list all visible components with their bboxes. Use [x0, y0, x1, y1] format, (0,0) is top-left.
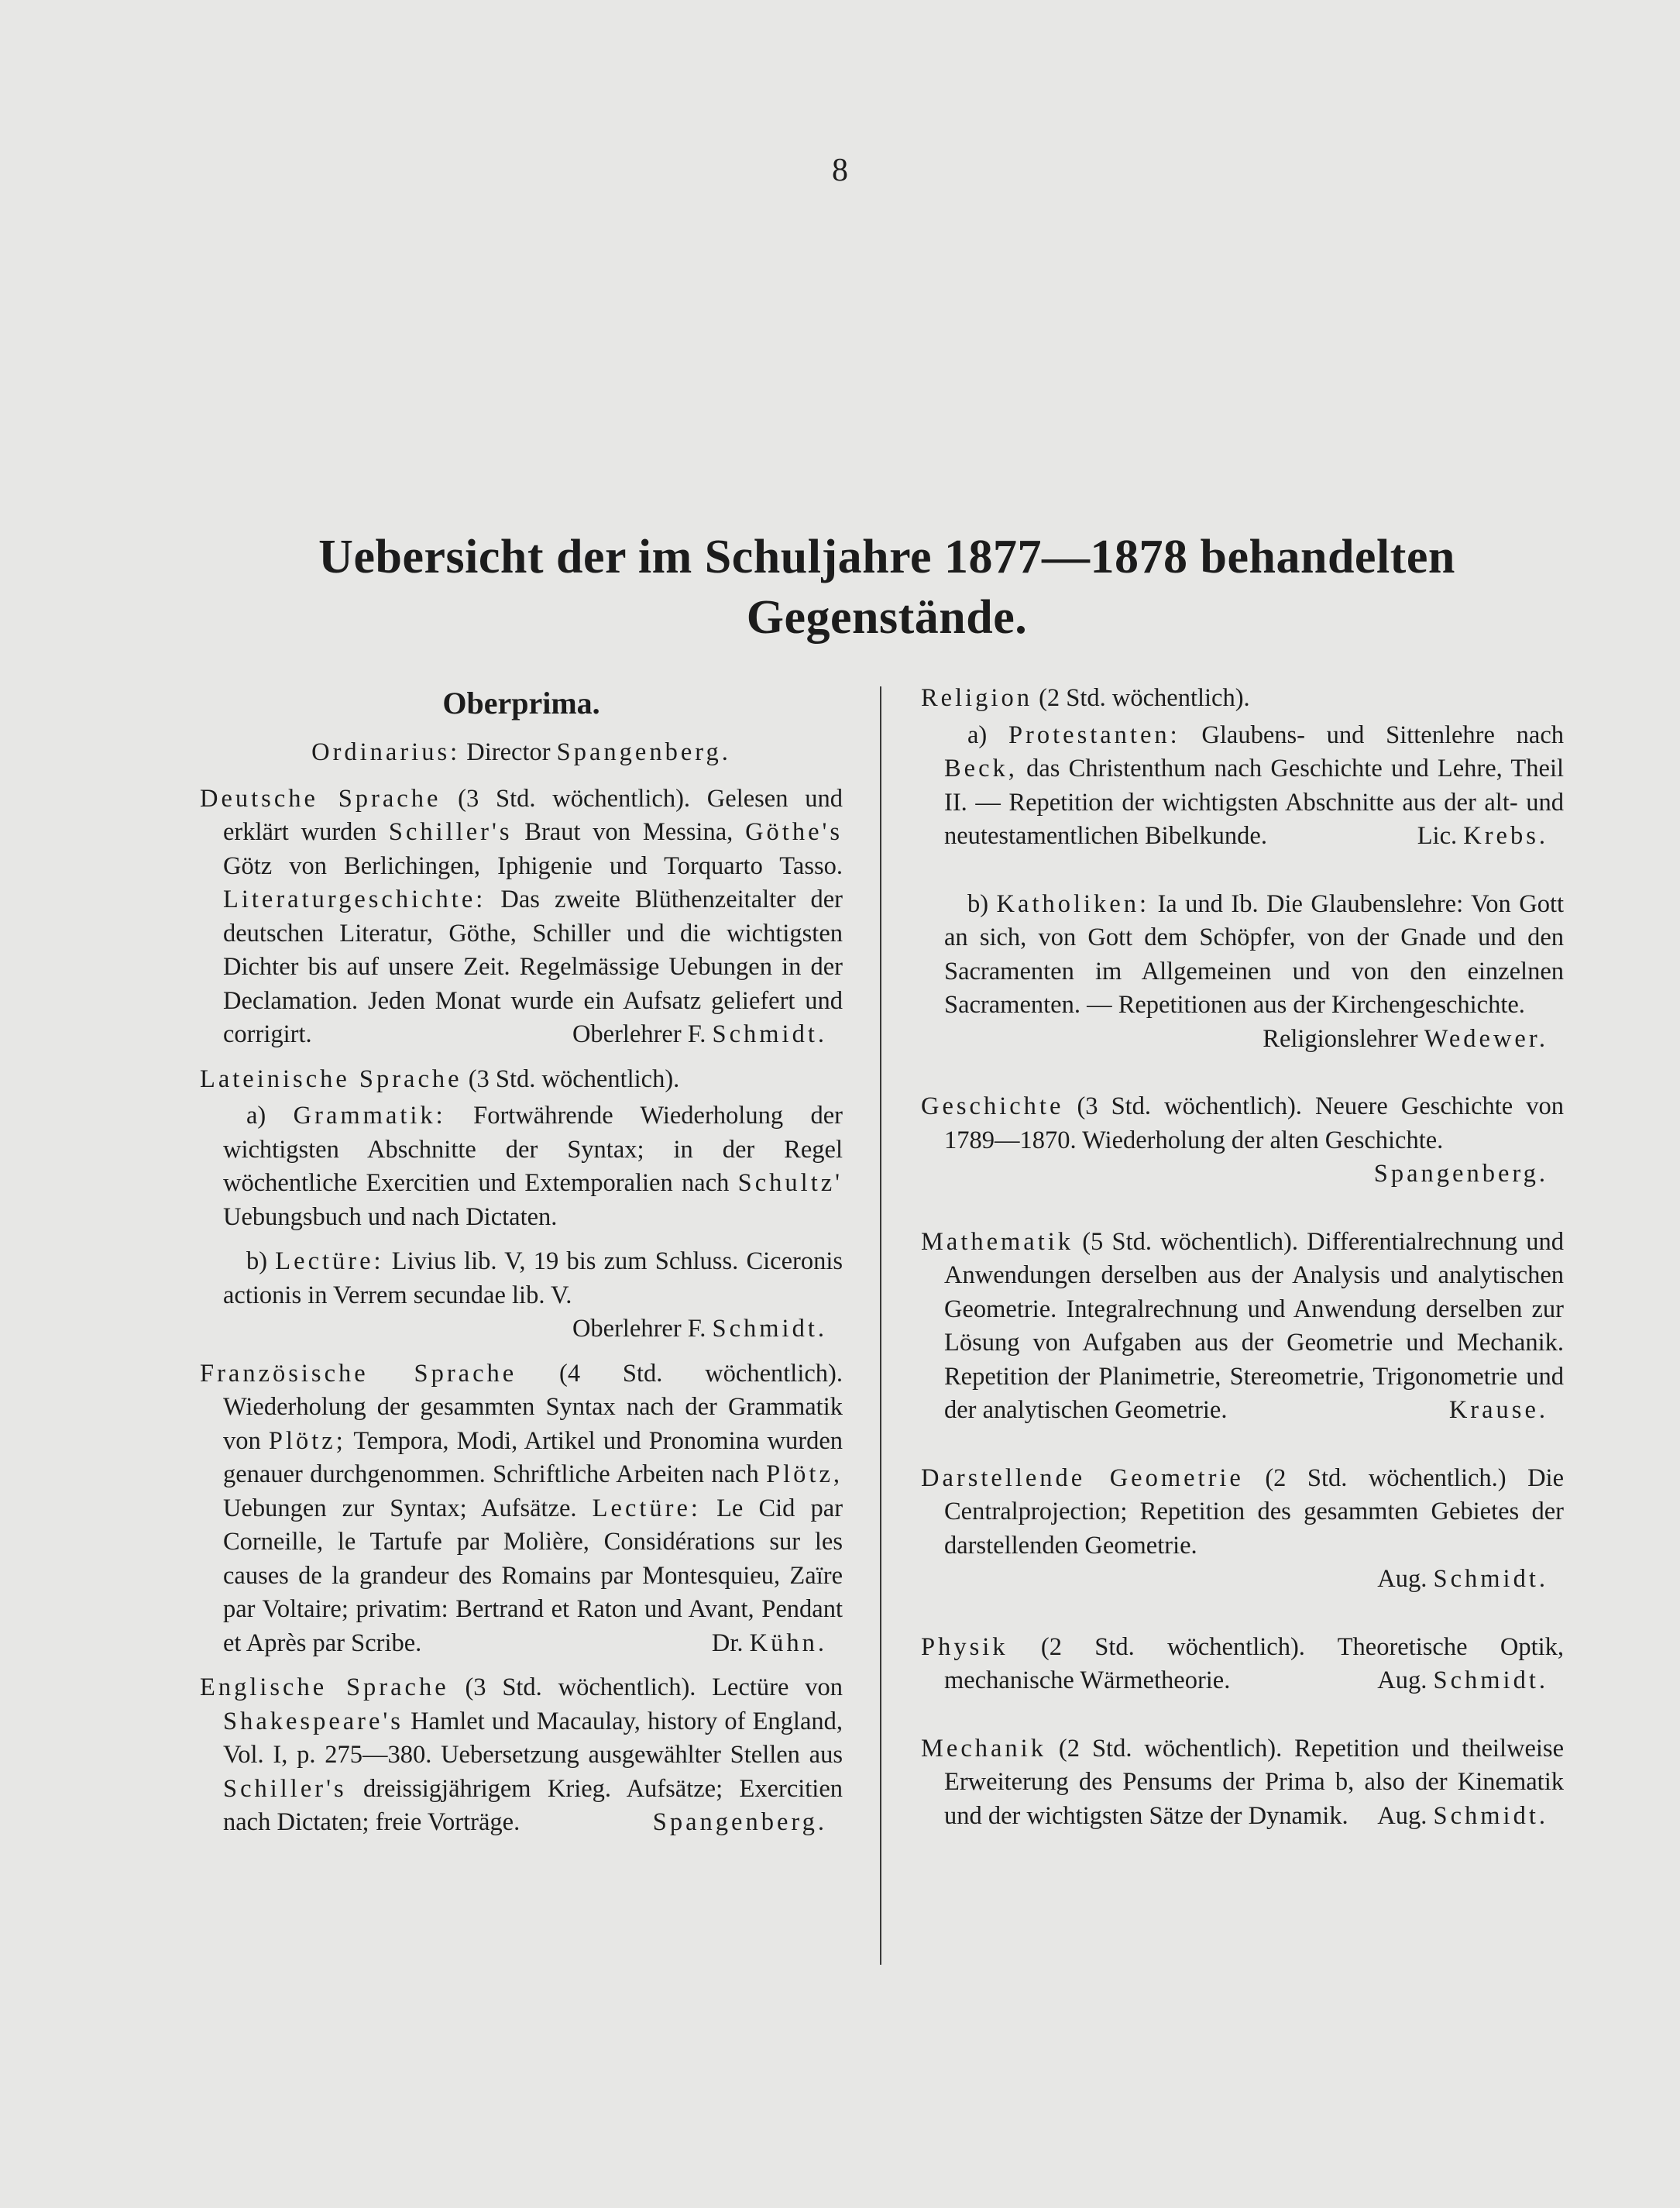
teacher-title: Aug.: [1377, 1565, 1427, 1593]
teacher-darstellende: [944, 1563, 1564, 1597]
ordinarius-text: Director: [466, 738, 551, 766]
teacher-name: Schmidt.: [1433, 1565, 1548, 1593]
religion-a-name: Beck,: [944, 755, 1018, 782]
teacher-geschichte: Spangenberg.: [1373, 1160, 1548, 1188]
teacher-name: Schmidt.: [712, 1020, 827, 1048]
entry-religion: [921, 682, 1564, 716]
teacher-name: Kühn.: [749, 1628, 827, 1657]
subject-mathematik: Mathematik: [921, 1227, 1074, 1256]
entry-latein: [200, 1063, 843, 1097]
religion-b: [921, 888, 1564, 1057]
religion-a-term: Protestanten:: [1008, 721, 1180, 749]
latein-a: [200, 1099, 843, 1234]
teacher-name: Schmidt.: [1433, 1801, 1548, 1830]
teacher-title: Religionslehrer: [1263, 1024, 1418, 1053]
title-line-1: Uebersicht der im Schuljahre 1877—1878 behandelten: [318, 531, 1455, 583]
teacher-religion-b: [944, 1023, 1564, 1057]
teacher-name: Schmidt.: [712, 1315, 827, 1343]
subject-latein: Lateinische Sprache: [200, 1064, 462, 1093]
deutsch-text-4: Das zweite Blüthenzeitalter der deutschen Literatur, Göthe, Schiller und die wichtigsten Dichter bis auf unsere Zeit. Regelmässige Uebungen in der Declamation. Jeden Monat wurde ein Aufsatz geliefert und corrigirt.: [223, 886, 843, 1048]
entry-darstellende: [921, 1462, 1564, 1597]
latein-b-label: b): [246, 1247, 268, 1275]
religion-b-text: Ia und Ib. Die Glaubenslehre: Von Gott an sich, von Gott dem Schöpfer, von der Gnade und den Sacramenten im Allgemeinen und von den einzelnen Sacramenten. — Repetitionen aus der Kirchengeschichte.: [944, 889, 1565, 1019]
franz-text-4: Le Cid par Corneille, le Tartufe par Molière, Considérations sur les causes de la grandeur des Romains par Montesquieu, Zaïre par Voltaire; privatim: Bertrand et Raton und Avant, Pendant et Après par Scribe.: [223, 1494, 843, 1657]
entry-geschichte: [921, 1090, 1564, 1192]
teacher-title: Lic.: [1417, 822, 1458, 850]
title-line-2: Gegenstände.: [746, 591, 1028, 644]
teacher-englisch: Spangenberg.: [652, 1808, 827, 1836]
englisch-name-1: Shakespeare's: [223, 1707, 404, 1735]
geschichte-text: (3 Std. wöchentlich). Neuere Geschichte von 1789—1870. Wiederholung der alten Geschichte.: [944, 1092, 1565, 1154]
page-number: 8: [832, 153, 848, 188]
religion-text: (2 Std. wöchentlich).: [1039, 684, 1250, 712]
latein-a-label: a): [246, 1102, 266, 1130]
subject-deutsch: Deutsche Sprache: [200, 784, 441, 813]
ordinarius-label: Ordinarius:: [311, 738, 461, 766]
franz-text-3: Uebungen zur Syntax; Aufsätze.: [223, 1494, 577, 1522]
subject-physik: Physik: [921, 1632, 1008, 1661]
deutsch-text-1: (3 Std. wöchentlich). Gelesen und erklärt wurden: [223, 784, 843, 846]
englisch-text-3: dreissigjährigem Krieg. Aufsätze; Exercitien nach Dictaten; freie Vorträge.: [223, 1774, 843, 1836]
ordinarius-line: [200, 736, 843, 770]
column-divider: [880, 686, 881, 1965]
teacher-title: Aug.: [1377, 1666, 1427, 1694]
teacher-physik: [1377, 1664, 1564, 1698]
latein-b-text: Livius lib. V, 19 bis zum Schluss. Ciceronis actionis in Verrem secundae lib. V.: [223, 1247, 843, 1309]
teacher-deutsch: [572, 1018, 843, 1052]
teacher-mechanik: [1377, 1800, 1564, 1834]
franz-text-1: (4 Std. wöchentlich). Wiederholung der gesammten Syntax nach der Grammatik von: [223, 1359, 843, 1455]
latein-text: (3 Std. wöchentlich).: [468, 1064, 680, 1093]
teacher-franz: [711, 1627, 843, 1661]
deutsch-text-3: Götz von Berlichingen, Iphigenie und Torquarto Tasso.: [223, 851, 843, 880]
franz-text-2: Tempora, Modi, Artikel und Pronomina wurden genauer durchgenommen. Schriftliche Arbeiten nach: [223, 1426, 843, 1488]
teacher-latein: [223, 1312, 843, 1346]
franz-lect: Lectüre:: [592, 1494, 701, 1522]
physik-text: (2 Std. wöchentlich). Theoretische Optik, mechanische Wärmetheorie.: [944, 1632, 1565, 1694]
religion-b-term: Katholiken:: [996, 889, 1149, 918]
latein-b: [200, 1245, 843, 1346]
teacher-title: Oberlehrer F.: [572, 1020, 706, 1048]
franz-name-1: Plötz;: [268, 1426, 346, 1455]
teacher-title: Oberlehrer F.: [572, 1315, 706, 1343]
entry-franz: [200, 1357, 843, 1661]
religion-a-text-1: Glaubens- und Sittenlehre nach: [1201, 721, 1564, 749]
religion-a-text-2: das Christenthum nach Geschichte und Lehre, Theil II. — Repetition der wichtigsten Abschnitte aus der alt- und neutestamentlichen Bibelkunde.: [944, 755, 1565, 850]
teacher-name: Krebs.: [1463, 822, 1548, 850]
deutsch-name-1: Schiller's: [388, 818, 513, 846]
entry-deutsch: [200, 782, 843, 1052]
subject-franz: Französische Sprache: [200, 1359, 517, 1388]
latein-a-term: Grammatik:: [293, 1102, 446, 1130]
teacher-name: Wedewer.: [1424, 1024, 1548, 1053]
entry-physik: [921, 1631, 1564, 1698]
teacher-name: Schmidt.: [1433, 1666, 1548, 1694]
teacher-title: Aug.: [1377, 1801, 1427, 1830]
page-title: [201, 527, 1572, 648]
mechanik-text: (2 Std. wöchentlich). Repetition und theilweise Erweiterung des Pensums der Prima b, also der Kinematik und der wichtigsten Sätze der Dynamik.: [944, 1734, 1564, 1830]
religion-a-label: a): [967, 721, 988, 749]
religion-b-label: b): [967, 889, 989, 918]
ordinarius-name: Spangenberg.: [556, 738, 731, 766]
left-column: [200, 682, 843, 1851]
latein-a-name: Schultz': [737, 1169, 843, 1197]
teacher-mathematik: Krause.: [1448, 1396, 1548, 1424]
subject-darstellende: Darstellende Geometrie: [921, 1463, 1244, 1492]
darstellende-text: (2 Std. wöchentlich.) Die Centralprojection; Repetition des gesammten Gebietes der darstellenden Geometrie.: [944, 1463, 1564, 1560]
franz-name-2: Plötz,: [766, 1460, 843, 1488]
englisch-text-2: Hamlet und Macaulay, history of England, Vol. I, p. 275—380. Uebersetzung ausgewählter Stellen aus: [223, 1707, 843, 1769]
latein-a-text-1: Fortwährende Wiederholung der wichtigsten Abschnitte der Syntax; in der Regel wöchentliche Exercitien und Extemporalien nach: [223, 1102, 843, 1197]
englisch-text-1: (3 Std. wöchentlich). Lectüre von: [465, 1673, 843, 1701]
subject-geschichte: Geschichte: [921, 1092, 1064, 1120]
deutsch-name-2: Göthe's: [745, 818, 843, 846]
latein-b-term: Lectüre:: [275, 1247, 384, 1275]
deutsch-lg: Literaturgeschichte:: [223, 886, 486, 913]
teacher-title: Dr.: [711, 1628, 744, 1657]
entry-englisch: [200, 1671, 843, 1840]
englisch-name-2: Schiller's: [223, 1774, 347, 1803]
section-heading: Oberprima.: [442, 686, 600, 721]
right-column: [921, 682, 1564, 1844]
religion-a: [921, 719, 1564, 854]
subject-religion: Religion: [921, 684, 1032, 712]
entry-mechanik: [921, 1732, 1564, 1834]
deutsch-text-2: Braut von Messina,: [524, 818, 733, 846]
teacher-religion-a: [1394, 820, 1564, 854]
latein-a-text-2: Uebungsbuch und nach Dictaten.: [223, 1202, 558, 1231]
entry-mathematik: [921, 1226, 1564, 1428]
mathematik-text: (5 Std. wöchentlich). Differentialrechnung und Anwendungen derselben aus der Analysis und analytischen Geometrie. Integralrechnung und Anwendung derselben zur Lösung von Aufgaben aus der Geometrie und Mechanik. Repetition der Planimetrie, Stereometrie, Trigonometrie und der analytischen Geometrie.: [944, 1227, 1564, 1424]
subject-englisch: Englische Sprache: [200, 1673, 449, 1701]
subject-mechanik: Mechanik: [921, 1734, 1046, 1763]
